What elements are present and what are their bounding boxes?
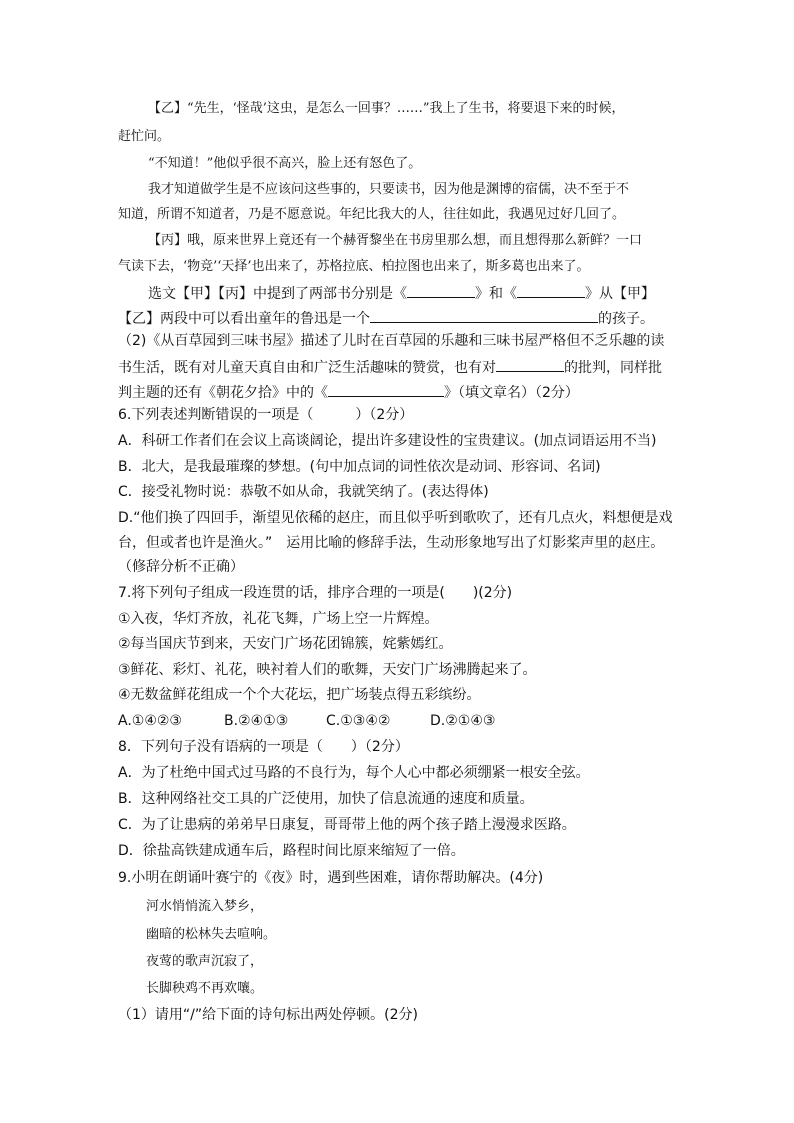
passage-bing-line-1: 【丙】哦，原来世界上竟还有一个赫胥黎坐在书房里那么想，而且想得那么新鲜？一口 — [148, 233, 643, 248]
passage-bing-line-2: 气读下去，‘物竞’‘天择’也出来了，苏格拉底、柏拉图也出来了，斯多葛也出来了。 — [118, 259, 590, 274]
q7-sentence-4: ④无数盆鲜花组成一个个大花坛，把广场装点得五彩缤纷。 — [118, 687, 481, 703]
q6-option-d-line-2: 台，但或者也许是渔火。” 运用比喻的修辞手法，生动形象地写出了灯影桨声里的赵庄。 — [118, 535, 665, 551]
q9-poem-line-4: 长脚秧鸡不再欢嚷。 — [146, 981, 264, 996]
q5-line-5 — [118, 382, 579, 402]
q8-option-c: C．为了让患病的弟弟早日康复，哥哥带上他的两个孩子踏上漫漫求医路。 — [118, 817, 576, 833]
q9-poem-line-3: 夜莺的歌声沉寂了， — [146, 954, 264, 969]
q9-poem-line-2: 幽暗的松林失去喧响。 — [146, 927, 277, 942]
q7-option-d[interactable]: D.②①④③ — [430, 713, 496, 729]
q6-option-d-line-3: （修辞分析不正确） — [118, 559, 244, 575]
answer-blank-lu-xun[interactable] — [370, 308, 598, 323]
q7-sentence-2: ②每当国庆节到来，天安门广场花团锦簇，姹紫嫣红。 — [118, 636, 453, 652]
passage-yi-line-3: “不知道！”他似乎很不高兴，脸上还有怒色了。 — [148, 156, 422, 171]
answer-blank-book-2[interactable] — [517, 283, 585, 298]
q6-option-a: A．科研工作者们在会议上高谈阔论，提出许多建设性的宝贵建议。(加点词语运用不当) — [118, 433, 657, 449]
q7-option-b[interactable]: B.②④①③ — [224, 713, 289, 729]
q5-line-5-b: 》（填文章名）（2分） — [444, 385, 579, 401]
q5-line-4 — [118, 357, 662, 377]
q6-option-d-line-1: D.“他们换了四回手，渐望见依稀的赵庄，而且似乎听到歌吹了，还有几点火，料想便是戏 — [118, 510, 673, 526]
q7-sentence-1: ①入夜，华灯齐放，礼花飞舞，广场上空一片辉煌。 — [118, 611, 439, 627]
q9-poem-line-1: 河水悄悄流入梦乡， — [146, 899, 264, 914]
q9-sub-question-1: （1）请用“/”给下面的诗句标出两处停顿。(2分) — [118, 1007, 418, 1023]
q5-line-5-a: 判主题的还有《朝花夕拾》中的《 — [118, 385, 328, 401]
q5-line-4-b: 的批判，同样批 — [564, 360, 662, 376]
q6-stem: 6.下列表述判断错误的一项是（ ）（2分） — [118, 407, 414, 423]
q7-options — [118, 712, 495, 730]
answer-blank-book-1[interactable] — [407, 283, 475, 298]
q6-option-c: C．接受礼物时说：恭敬不如从命，我就笑纳了。(表达得体) — [118, 484, 489, 500]
q5-line-2-b: 的孩子。 — [598, 311, 654, 327]
q7-option-c[interactable]: C.①③④② — [326, 713, 391, 729]
q5-line-2 — [118, 308, 654, 328]
q8-option-a: A．为了杜绝中国式过马路的不良行为，每个人心中都必须绷紧一根安全弦。 — [118, 765, 590, 781]
passage-yi-line-5: 知道，所谓不知道者，乃是不愿意说。年纪比我大的人，往往如此，我遇见过好几回了。 — [118, 207, 626, 222]
q5-line-1-a: 选文【甲】【丙】中提到了两部书分别是《 — [148, 286, 407, 302]
answer-blank-chapter[interactable] — [328, 382, 444, 397]
q8-option-d: D．徐盐高铁建成通车后，路程时间比原来缩短了一倍。 — [118, 843, 465, 859]
q5-line-3: （2)《从百草园到三味书屋》描述了儿时在百草园的乐趣和三味书屋严格但不乏乐趣的读 — [118, 333, 665, 349]
q5-line-1 — [148, 283, 655, 303]
passage-yi-line-2: 赶忙问。 — [118, 129, 171, 144]
q8-stem: 8．下列句子没有语病的一项是（ ）（2分） — [118, 739, 409, 755]
q5-line-1-b: 》和《 — [475, 286, 517, 302]
q7-sentence-3: ③鲜花、彩灯、礼花，映衬着人们的歌舞，天安门广场沸腾起来了。 — [118, 662, 537, 678]
q9-stem: 9.小明在朗诵叶赛宁的《夜》时，遇到些困难，请你帮助解决。(4分) — [118, 870, 544, 886]
answer-blank-criticism[interactable] — [496, 357, 564, 372]
q7-option-a[interactable]: A.①④②③ — [118, 713, 182, 729]
q7-stem: 7.将下列句子组成一段连贯的话，排序合理的一项是( )(2分) — [118, 585, 513, 601]
q5-line-4-a: 书生活，既有对儿童天真自由和广泛生活趣味的赞赏，也有对 — [118, 360, 496, 376]
q6-option-b: B．北大，是我最璀璨的梦想。(句中加点词的词性依次是动词、形容词、名词) — [118, 459, 601, 475]
q5-line-1-c: 》从【甲】 — [585, 286, 655, 302]
passage-yi-line-1: 【乙】“先生，‘怪哉’这虫，是怎么一回事？……”我上了生书，将要退下来的时候， — [148, 101, 625, 116]
passage-yi-line-4: 我才知道做学生是不应该问这些事的，只要读书，因为他是渊博的宿儒，决不至于不 — [148, 182, 630, 197]
q8-option-b: B．这种网络社交工具的广泛使用，加快了信息流通的速度和质量。 — [118, 791, 534, 807]
q5-line-2-a: 【乙】两段中可以看出童年的鲁迅是一个 — [118, 311, 370, 327]
